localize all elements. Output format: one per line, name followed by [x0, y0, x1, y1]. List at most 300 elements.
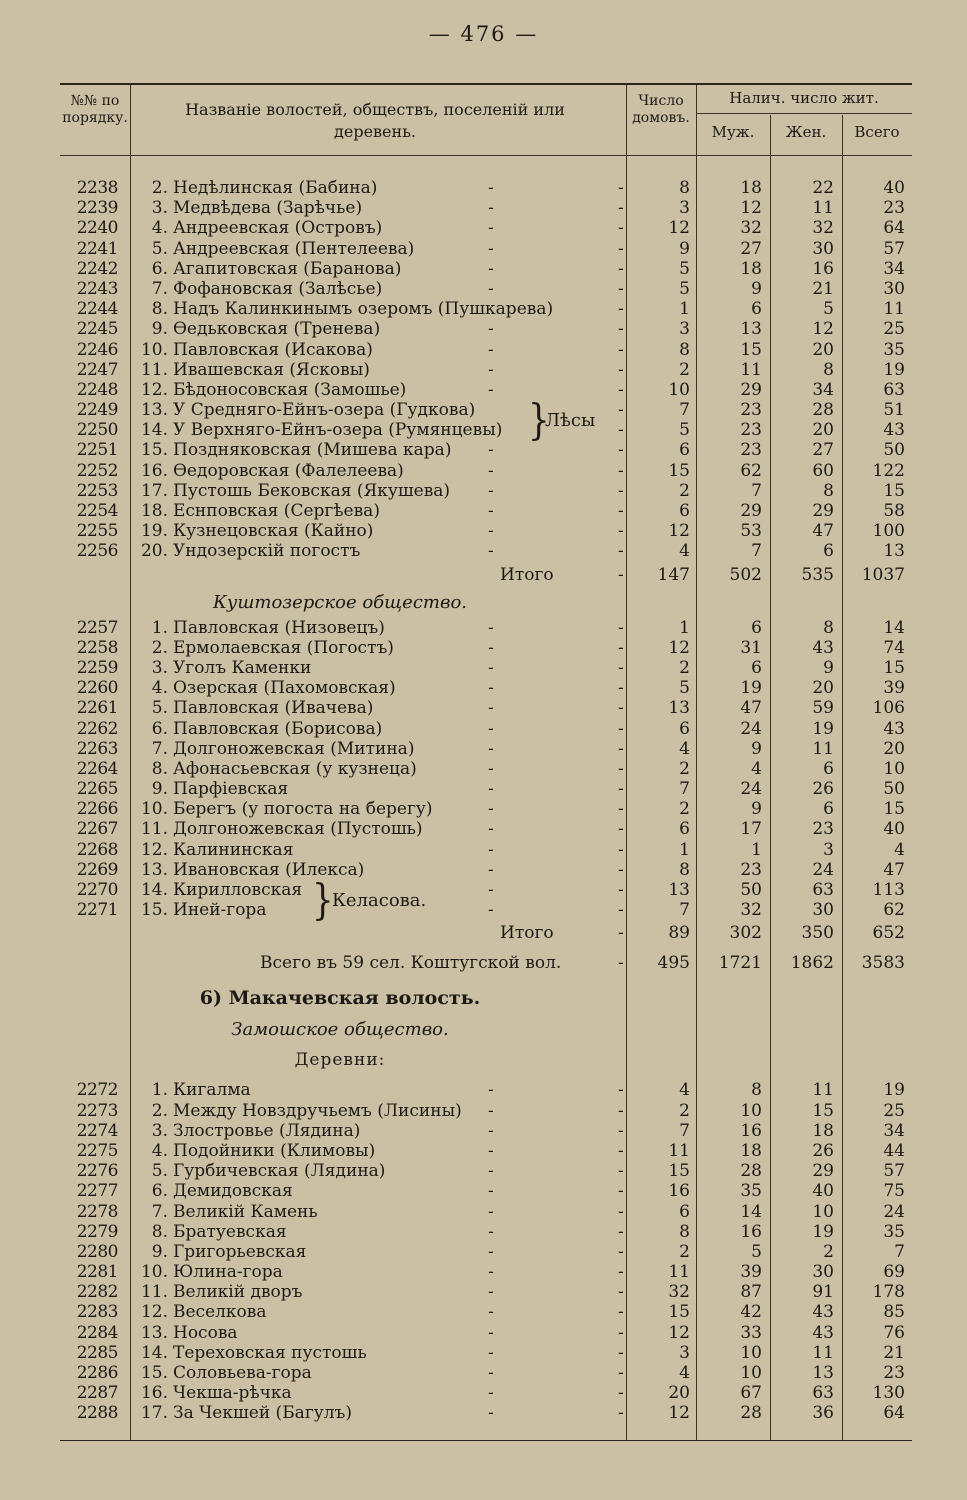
settlement-name: Между Новздручьемъ (Лисины) — [173, 1100, 462, 1121]
dash: - — [488, 1100, 494, 1121]
table-row — [60, 501, 912, 521]
houses-count: 8 — [679, 178, 690, 198]
header-male: Муж. — [711, 123, 755, 141]
settlement-name: Великій Камень — [173, 1201, 318, 1222]
brace-label-kelasova: Келасова. — [332, 890, 427, 912]
houses-count: 10 — [668, 379, 690, 400]
female-count: 5 — [823, 299, 834, 320]
table-row — [60, 259, 912, 279]
table-row — [60, 400, 912, 420]
settlement-name: Долгоножевская (Митина) — [173, 738, 415, 759]
total-count: 44 — [883, 1140, 905, 1161]
female-count: 20 — [812, 339, 834, 360]
male-count: 8 — [751, 1080, 762, 1101]
dash: - — [618, 738, 624, 759]
settlement-name: Кигалма — [173, 1080, 251, 1101]
row-index: 4. — [151, 1140, 168, 1161]
row-index: 9. — [151, 319, 168, 340]
total-count: 19 — [883, 359, 905, 380]
group-1 — [60, 178, 912, 562]
total-count: 10 — [883, 758, 905, 779]
male-count: 9 — [751, 278, 762, 299]
houses-count: 7 — [679, 1120, 690, 1141]
row-number: 2286 — [76, 1363, 118, 1383]
female-count: 20 — [812, 678, 834, 699]
table-row — [60, 1242, 912, 1262]
female-count: 47 — [812, 521, 834, 542]
dash: - — [618, 819, 624, 840]
row-index: 16. — [140, 460, 168, 481]
row-number: 2266 — [76, 799, 118, 820]
settlement-name: Павловская (Исакова) — [173, 339, 373, 360]
female-count: 10 — [812, 1201, 834, 1222]
total-count: 47 — [883, 859, 905, 880]
dash: - — [488, 178, 494, 198]
male-count: 35 — [740, 1181, 762, 1202]
male-count: 6 — [751, 657, 762, 678]
table-row — [60, 900, 912, 920]
table-row — [60, 198, 912, 218]
row-number: 2247 — [76, 359, 118, 380]
row-index: 9. — [151, 1241, 168, 1262]
settlement-name: Ѳедоровская (Фалелеева) — [173, 460, 404, 481]
row-index: 5. — [151, 1161, 168, 1182]
dash: - — [618, 1100, 624, 1121]
dash: - — [618, 1181, 624, 1202]
dash: - — [488, 738, 494, 759]
dash: - — [618, 758, 624, 779]
header-female: Жен. — [785, 123, 827, 141]
settlement-name: Подойники (Климовы) — [173, 1140, 376, 1161]
row-number: 2274 — [76, 1120, 118, 1141]
row-index: 14. — [140, 880, 168, 900]
male-count: 24 — [740, 718, 762, 739]
dash: - — [488, 698, 494, 719]
row-index: 2. — [151, 637, 168, 658]
female-count: 30 — [812, 238, 834, 259]
female-count: 29 — [812, 1161, 834, 1182]
grand-total-male: 1721 — [718, 953, 762, 974]
male-count: 18 — [740, 258, 762, 279]
row-number: 2275 — [76, 1140, 118, 1161]
dash: - — [618, 379, 624, 400]
header-rule — [60, 155, 912, 156]
settlement-name: Великій дворъ — [173, 1282, 303, 1303]
female-count: 27 — [812, 440, 834, 461]
table-row — [60, 1181, 912, 1201]
settlement-name: Андреевская (Пентелеева) — [173, 238, 415, 259]
settlement-name: Озерская (Пахомовская) — [173, 678, 396, 699]
houses-count: 3 — [679, 198, 690, 219]
total-count: 122 — [872, 460, 905, 481]
male-count: 18 — [740, 1140, 762, 1161]
houses-count: 7 — [679, 400, 690, 421]
row-number: 2249 — [76, 400, 118, 421]
dash: - — [488, 198, 494, 219]
table-row — [60, 461, 912, 481]
houses-count: 4 — [679, 541, 690, 562]
row-index: 10. — [140, 799, 168, 820]
male-count: 62 — [740, 460, 762, 481]
total-count: 100 — [872, 521, 905, 542]
houses-count: 2 — [679, 799, 690, 820]
total-count: 15 — [883, 799, 905, 820]
subtotal-female: 535 — [801, 564, 834, 585]
dash: - — [488, 880, 494, 900]
dash: - — [488, 819, 494, 840]
row-number: 2268 — [76, 839, 118, 860]
brace-label-forests: Лѣсы — [545, 410, 596, 432]
female-count: 36 — [812, 1403, 834, 1424]
dash: - — [618, 1383, 624, 1404]
total-count: 23 — [883, 1363, 905, 1383]
row-number: 2282 — [76, 1282, 118, 1303]
row-index: 9. — [151, 779, 168, 800]
total-count: 11 — [883, 299, 905, 320]
dash: - — [618, 1161, 624, 1182]
total-count: 43 — [883, 420, 905, 441]
subheading-villages: Деревни: — [294, 1050, 386, 1071]
total-count: 15 — [883, 657, 905, 678]
brace-mark: } — [528, 395, 550, 446]
settlement-name: Тереховская пустошь — [173, 1342, 367, 1363]
dash: - — [488, 238, 494, 259]
settlement-name: Злостровье (Лядина) — [173, 1120, 361, 1141]
male-count: 7 — [751, 480, 762, 501]
female-count: 11 — [812, 738, 834, 759]
settlement-name: Пустошь Бековская (Якушева) — [173, 480, 451, 501]
table-row — [60, 719, 912, 739]
row-index: 6. — [151, 1181, 168, 1202]
settlement-name: Берегъ (у погоста на берегу) — [173, 799, 433, 820]
header-subrule — [696, 113, 912, 114]
row-number: 2285 — [76, 1342, 118, 1363]
total-count: 34 — [883, 258, 905, 279]
female-count: 16 — [812, 258, 834, 279]
dash: - — [488, 758, 494, 779]
row-number: 2244 — [76, 299, 118, 320]
row-index: 3. — [151, 1120, 168, 1141]
female-count: 11 — [812, 198, 834, 219]
row-number: 2240 — [76, 218, 118, 239]
dash: - — [488, 718, 494, 739]
row-index: 4. — [151, 678, 168, 699]
settlement-name: Афонасьевская (у кузнеца) — [173, 758, 417, 779]
female-count: 19 — [812, 1221, 834, 1242]
table-row — [60, 340, 912, 360]
male-count: 23 — [740, 859, 762, 880]
male-count: 14 — [740, 1201, 762, 1222]
total-count: 74 — [883, 637, 905, 658]
row-index: 13. — [140, 400, 168, 421]
male-count: 32 — [740, 218, 762, 239]
dash: - — [488, 637, 494, 658]
table-row — [60, 440, 912, 460]
table-row — [60, 1383, 912, 1403]
brace-mark: } — [312, 875, 334, 926]
row-number: 2255 — [76, 521, 118, 542]
dash: - — [618, 779, 624, 800]
table-row — [60, 618, 912, 638]
male-count: 9 — [751, 738, 762, 759]
dash: - — [488, 1241, 494, 1262]
houses-count: 12 — [668, 1322, 690, 1343]
page-number: — 476 — — [428, 22, 539, 46]
subheading — [60, 1045, 912, 1076]
dash: - — [488, 541, 494, 562]
table-row — [60, 279, 912, 299]
dash: - — [488, 359, 494, 380]
total-count: 39 — [883, 678, 905, 699]
dash: - — [618, 299, 624, 320]
subtotal-total: 652 — [872, 923, 905, 944]
female-count: 26 — [812, 1140, 834, 1161]
settlement-name: Позднякoвская (Мишева кара) — [173, 440, 452, 461]
male-count: 67 — [740, 1383, 762, 1404]
dash: - — [618, 178, 624, 198]
table-row — [60, 739, 912, 759]
settlement-name: Носова — [173, 1322, 238, 1343]
dash: - — [618, 1080, 624, 1101]
female-count: 6 — [823, 541, 834, 562]
houses-count: 13 — [668, 698, 690, 719]
male-count: 50 — [740, 880, 762, 900]
dash: - — [488, 839, 494, 860]
female-count: 63 — [812, 880, 834, 900]
row-number: 2260 — [76, 678, 118, 699]
male-count: 24 — [740, 779, 762, 800]
row-number: 2280 — [76, 1241, 118, 1262]
dash: - — [488, 1302, 494, 1323]
total-count: 15 — [883, 480, 905, 501]
female-count: 12 — [812, 319, 834, 340]
total-count: 14 — [883, 617, 905, 638]
row-number: 2281 — [76, 1262, 118, 1283]
female-count: 43 — [812, 1322, 834, 1343]
census-table — [60, 83, 912, 1441]
settlement-name: Кузнецовская (Кайно) — [173, 521, 374, 542]
row-number: 2276 — [76, 1161, 118, 1182]
table-row — [60, 1262, 912, 1282]
table-row — [60, 1080, 912, 1100]
row-index: 2. — [151, 178, 168, 198]
total-count: 85 — [883, 1302, 905, 1323]
dash: - — [618, 1282, 624, 1303]
dash: - — [618, 953, 624, 974]
dash: - — [488, 480, 494, 501]
female-count: 21 — [812, 278, 834, 299]
houses-count: 2 — [679, 657, 690, 678]
male-count: 18 — [740, 178, 762, 198]
row-number: 2242 — [76, 258, 118, 279]
row-number: 2272 — [76, 1080, 118, 1101]
total-count: 13 — [883, 541, 905, 562]
male-count: 47 — [740, 698, 762, 719]
houses-count: 2 — [679, 1100, 690, 1121]
dash: - — [618, 718, 624, 739]
row-number: 2279 — [76, 1221, 118, 1242]
houses-count: 1 — [679, 299, 690, 320]
row-number: 2245 — [76, 319, 118, 340]
subtotal-label: Итого — [500, 564, 554, 585]
row-index: 12. — [140, 379, 168, 400]
grand-total-row — [60, 953, 912, 975]
male-count: 10 — [740, 1363, 762, 1383]
total-count: 4 — [894, 839, 905, 860]
male-count: 13 — [740, 319, 762, 340]
society-title: Куштозерское общество. — [212, 591, 468, 613]
houses-count: 5 — [679, 258, 690, 279]
female-count: 23 — [812, 819, 834, 840]
female-count: 20 — [812, 420, 834, 441]
dash: - — [488, 1363, 494, 1383]
subtotal-houses: 89 — [668, 923, 690, 944]
male-count: 23 — [740, 420, 762, 441]
row-index: 12. — [140, 1302, 168, 1323]
table-row — [60, 860, 912, 880]
total-count: 19 — [883, 1080, 905, 1101]
row-number: 2259 — [76, 657, 118, 678]
dash: - — [488, 218, 494, 239]
dash: - — [618, 258, 624, 279]
total-count: 21 — [883, 1342, 905, 1363]
dash: - — [488, 521, 494, 542]
male-count: 23 — [740, 400, 762, 421]
settlement-name: Юлина-гора — [173, 1262, 283, 1283]
row-number: 2277 — [76, 1181, 118, 1202]
row-index: 12. — [140, 839, 168, 860]
grand-total-female: 1862 — [790, 953, 834, 974]
row-index: 5. — [151, 238, 168, 259]
male-count: 33 — [740, 1322, 762, 1343]
society-title: Замошское общество. — [231, 1019, 449, 1041]
settlement-name: Еснповская (Сергѣева) — [173, 501, 380, 521]
row-number: 2262 — [76, 718, 118, 739]
table-row — [60, 698, 912, 718]
dash: - — [618, 657, 624, 678]
row-index: 3. — [151, 198, 168, 219]
dash: - — [488, 900, 494, 921]
total-count: 69 — [883, 1262, 905, 1283]
table-body — [60, 178, 912, 1424]
table-row — [60, 678, 912, 698]
settlement-name: Ивашевская (Ясковы) — [173, 359, 370, 380]
dash: - — [618, 564, 624, 585]
settlement-name: Братуевская — [173, 1221, 287, 1242]
row-index: 2. — [151, 1100, 168, 1121]
female-count: 11 — [812, 1342, 834, 1363]
dash: - — [618, 198, 624, 219]
row-number: 2283 — [76, 1302, 118, 1323]
male-count: 23 — [740, 440, 762, 461]
male-count: 10 — [740, 1342, 762, 1363]
dash: - — [488, 278, 494, 299]
total-count: 58 — [883, 501, 905, 521]
dash: - — [618, 480, 624, 501]
total-count: 20 — [883, 738, 905, 759]
settlement-name: Павловская (Низовецъ) — [173, 617, 385, 638]
male-count: 9 — [751, 799, 762, 820]
total-count: 75 — [883, 1181, 905, 1202]
table-row — [60, 1302, 912, 1322]
header-num: №№ по порядку. — [62, 93, 128, 126]
row-number: 2258 — [76, 637, 118, 658]
row-index: 3. — [151, 657, 168, 678]
row-number: 2252 — [76, 460, 118, 481]
settlement-name: Веселкова — [173, 1302, 267, 1323]
table-row — [60, 1121, 912, 1141]
total-count: 76 — [883, 1322, 905, 1343]
table-row — [60, 481, 912, 501]
total-count: 57 — [883, 238, 905, 259]
houses-count: 7 — [679, 779, 690, 800]
table-row — [60, 779, 912, 799]
total-count: 43 — [883, 718, 905, 739]
female-count: 9 — [823, 657, 834, 678]
female-count: 24 — [812, 859, 834, 880]
settlement-name: Демидовская — [173, 1181, 293, 1202]
table-row — [60, 880, 912, 900]
dash: - — [618, 501, 624, 521]
subtotal-female: 350 — [801, 923, 834, 944]
settlement-name: Григорьевская — [173, 1241, 307, 1262]
total-count: 63 — [883, 379, 905, 400]
houses-count: 1 — [679, 617, 690, 638]
settlement-name: Ундозерскій погостъ — [173, 541, 361, 562]
row-index: 10. — [140, 1262, 168, 1283]
row-index: 11. — [140, 819, 168, 840]
total-count: 178 — [872, 1282, 905, 1303]
houses-count: 16 — [668, 1181, 690, 1202]
male-count: 11 — [740, 359, 762, 380]
houses-count: 6 — [679, 718, 690, 739]
row-index: 10. — [140, 339, 168, 360]
dash: - — [618, 319, 624, 340]
subtotal-total: 1037 — [861, 564, 905, 585]
houses-count: 6 — [679, 440, 690, 461]
houses-count: 5 — [679, 678, 690, 699]
table-row — [60, 319, 912, 339]
dash: - — [618, 541, 624, 562]
female-count: 18 — [812, 1120, 834, 1141]
dash: - — [618, 1403, 624, 1424]
male-count: 6 — [751, 617, 762, 638]
settlement-name: Соловьева-гора — [173, 1363, 312, 1383]
grand-total-houses: 495 — [657, 953, 690, 974]
row-index: 8. — [151, 1221, 168, 1242]
female-count: 2 — [823, 1241, 834, 1262]
total-count: 24 — [883, 1201, 905, 1222]
subtotal-male: 302 — [729, 923, 762, 944]
table-row — [60, 218, 912, 238]
dash: - — [488, 678, 494, 699]
houses-count: 2 — [679, 359, 690, 380]
houses-count: 1 — [679, 839, 690, 860]
row-number: 2243 — [76, 278, 118, 299]
settlement-name: Иней-гора — [173, 900, 267, 921]
settlement-name: Ермолаевская (Погостъ) — [173, 637, 394, 658]
row-number: 2241 — [76, 238, 118, 259]
dash: - — [488, 799, 494, 820]
dash: - — [488, 1342, 494, 1363]
male-count: 19 — [740, 678, 762, 699]
female-count: 15 — [812, 1100, 834, 1121]
male-count: 29 — [740, 379, 762, 400]
total-count: 64 — [883, 218, 905, 239]
total-count: 40 — [883, 819, 905, 840]
row-number: 2273 — [76, 1100, 118, 1121]
female-count: 22 — [812, 178, 834, 198]
